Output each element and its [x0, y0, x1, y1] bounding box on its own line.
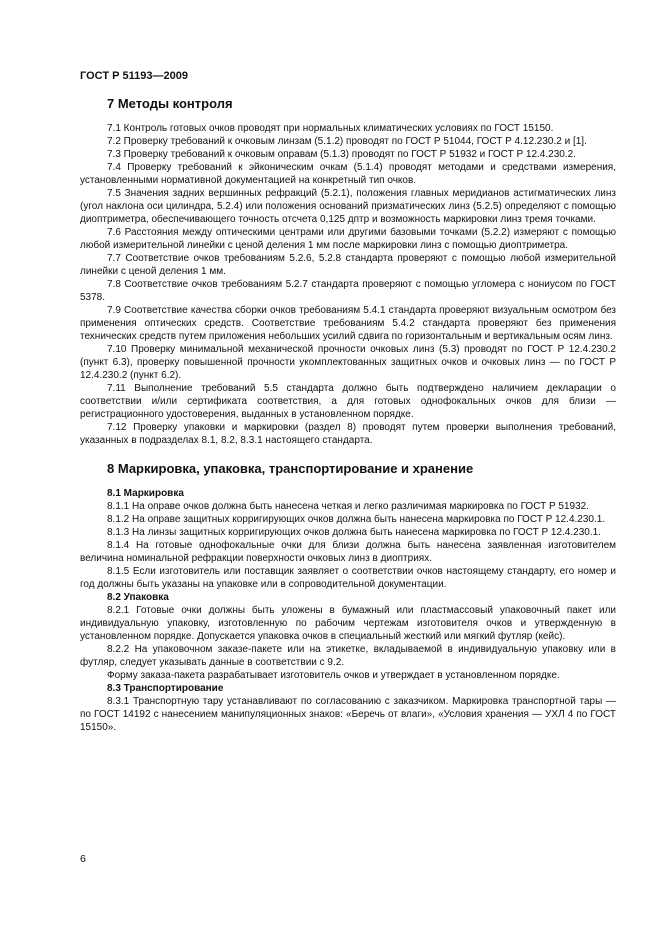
paragraph-8-1-2: 8.1.2 На оправе защитных корригирующих очков должна быть нанесена маркировка по ГОСТ Р 12.4.230.1.: [107, 514, 606, 525]
paragraph-7-6: 7.6 Расстояния между оптическими центрами или другими базовыми точками (5.2.2) измеряют с помощью любой измерительной линейки с ценой деления 1 мм после маркировки линз с помощью диоптриметра.: [80, 227, 616, 251]
paragraph-7-12: 7.12 Проверку упаковки и маркировки (раздел 8) проводят путем проверки выполнения требований, указанных в подразделах 8.1, 8.2, 8.3.1 настоящего стандарта.: [80, 422, 616, 446]
section-8-title: 8 Маркировка, упаковка, транспортирование и хранение: [107, 461, 474, 476]
paragraph-7-4: 7.4 Проверку требований к эйконическим очкам (5.1.4) проводят методами и средствами измерения, установленными нормативной документацией на конкретный тип очков.: [80, 162, 616, 186]
paragraph-8-2-1: 8.2.1 Готовые очки должны быть уложены в бумажный или пластмассовый упаковочный пакет или индивидуальную упаковку, изготовленную по рабочим чертежам изготовителя очков и утвержденную в установленном порядке. Допускается упаковка очков в специальный жесткий или мягкий футляр (кейс).: [80, 605, 616, 642]
paragraph-7-9: 7.9 Соответствие качества сборки очков требованиям 5.4.1 стандарта проверяют визуальным осмотром без применения оптических средств. Соответствие требованиям 5.4.2 стандарта проверяют без применения технических средств путем приложения небольших усилий сдвига по горизонтальным и вертикальным осям линз.: [80, 305, 616, 342]
paragraph-8-2-2-form: Форму заказа-пакета разрабатывает изготовитель очков и утверждает в установленном порядке.: [107, 670, 560, 681]
paragraph-7-3: 7.3 Проверку требований к очковым оправам (5.1.3) проводят по ГОСТ Р 51932 и ГОСТ Р 12.4.230.2.: [107, 149, 576, 160]
paragraph-7-1: 7.1 Контроль готовых очков проводят при нормальных климатических условиях по ГОСТ 15150.: [107, 123, 554, 134]
document-body: [80, 80, 616, 734]
running-header: ГОСТ Р 51193—2009: [80, 70, 188, 82]
paragraph-8-1-1: 8.1.1 На оправе очков должна быть нанесена четкая и легко различимая маркировка по ГОСТ Р 51932.: [107, 501, 590, 512]
paragraph-7-5: 7.5 Значения задних вершинных рефракций (5.2.1), положения главных меридианов астигматических линз (угол наклона оси цилиндра, 5.2.4) или положения оснований призматических линз (5.2.5) определяют с помощью диоптриметра, обеспечивающего точность отсчета 0,125 дптр и возможность маркировки линз тремя точками.: [80, 188, 616, 225]
subsection-8-1-title: 8.1 Маркировка: [107, 488, 184, 499]
subsection-8-3-title: 8.3 Транспортирование: [107, 683, 224, 694]
paragraph-8-3-1: 8.3.1 Транспортную тару устанавливают по согласованию с заказчиком. Маркировка транспортной тары — по ГОСТ 14192 с нанесением манипуляционных знаков: «Беречь от влаги», «Условия хранения — УХЛ 4 по ГОСТ 15150».: [80, 696, 616, 733]
paragraph-8-1-3: 8.1.3 На линзы защитных корригирующих очков должна быть нанесена маркировка по ГОСТ Р 12.4.230.1.: [107, 527, 601, 538]
paragraph-7-2: 7.2 Проверку требований к очковым линзам (5.1.2) проводят по ГОСТ Р 51044, ГОСТ Р 4.12.230.2 и [1].: [107, 136, 587, 147]
paragraph-7-10: 7.10 Проверку минимальной механической прочности очковых линз (5.3) проводят по ГОСТ Р 12.4.230.2 (пункт 6.3), проверку повышенной прочности укомплектованных защитных очков и очковых линз — по ГОСТ Р 12.4.230.2 (пункт 6.2).: [80, 344, 616, 381]
paragraph-7-8: 7.8 Соответствие очков требованиям 5.2.7 стандарта проверяют с помощью угломера с нониусом по ГОСТ 5378.: [80, 279, 616, 303]
section-7-title: 7 Методы контроля: [107, 96, 233, 111]
paragraph-7-7: 7.7 Соответствие очков требованиям 5.2.6, 5.2.8 стандарта проверяют с помощью любой измерительной линейки с ценой деления 1 мм.: [80, 253, 616, 277]
paragraph-8-1-5: 8.1.5 Если изготовитель или поставщик заявляет о соответствии очков настоящему стандарту, его номер и год должны быть указаны на упаковке или в сопроводительной документации.: [80, 566, 616, 590]
subsection-8-2-title: 8.2 Упаковка: [107, 592, 169, 603]
paragraph-8-1-4: 8.1.4 На готовые однофокальные очки для близи должна быть нанесена заявленная изготовителем величина номинальной рефракции поверхности очковых линз в диоптриях.: [80, 540, 616, 564]
paragraph-7-11: 7.11 Выполнение требований 5.5 стандарта должно быть подтверждено наличием декларации о соответствии и/или сертификата соответствия, а для готовых однофокальных очков для близи — регистрационного удостоверения, выданных в установленном порядке.: [80, 383, 616, 420]
paragraph-8-2-2: 8.2.2 На упаковочном заказе-пакете или на этикетке, вкладываемой в индивидуальную упаковку или в футляр, следует указывать данные в соответствии с 9.2.: [80, 644, 616, 668]
page-number: 6: [80, 853, 86, 865]
